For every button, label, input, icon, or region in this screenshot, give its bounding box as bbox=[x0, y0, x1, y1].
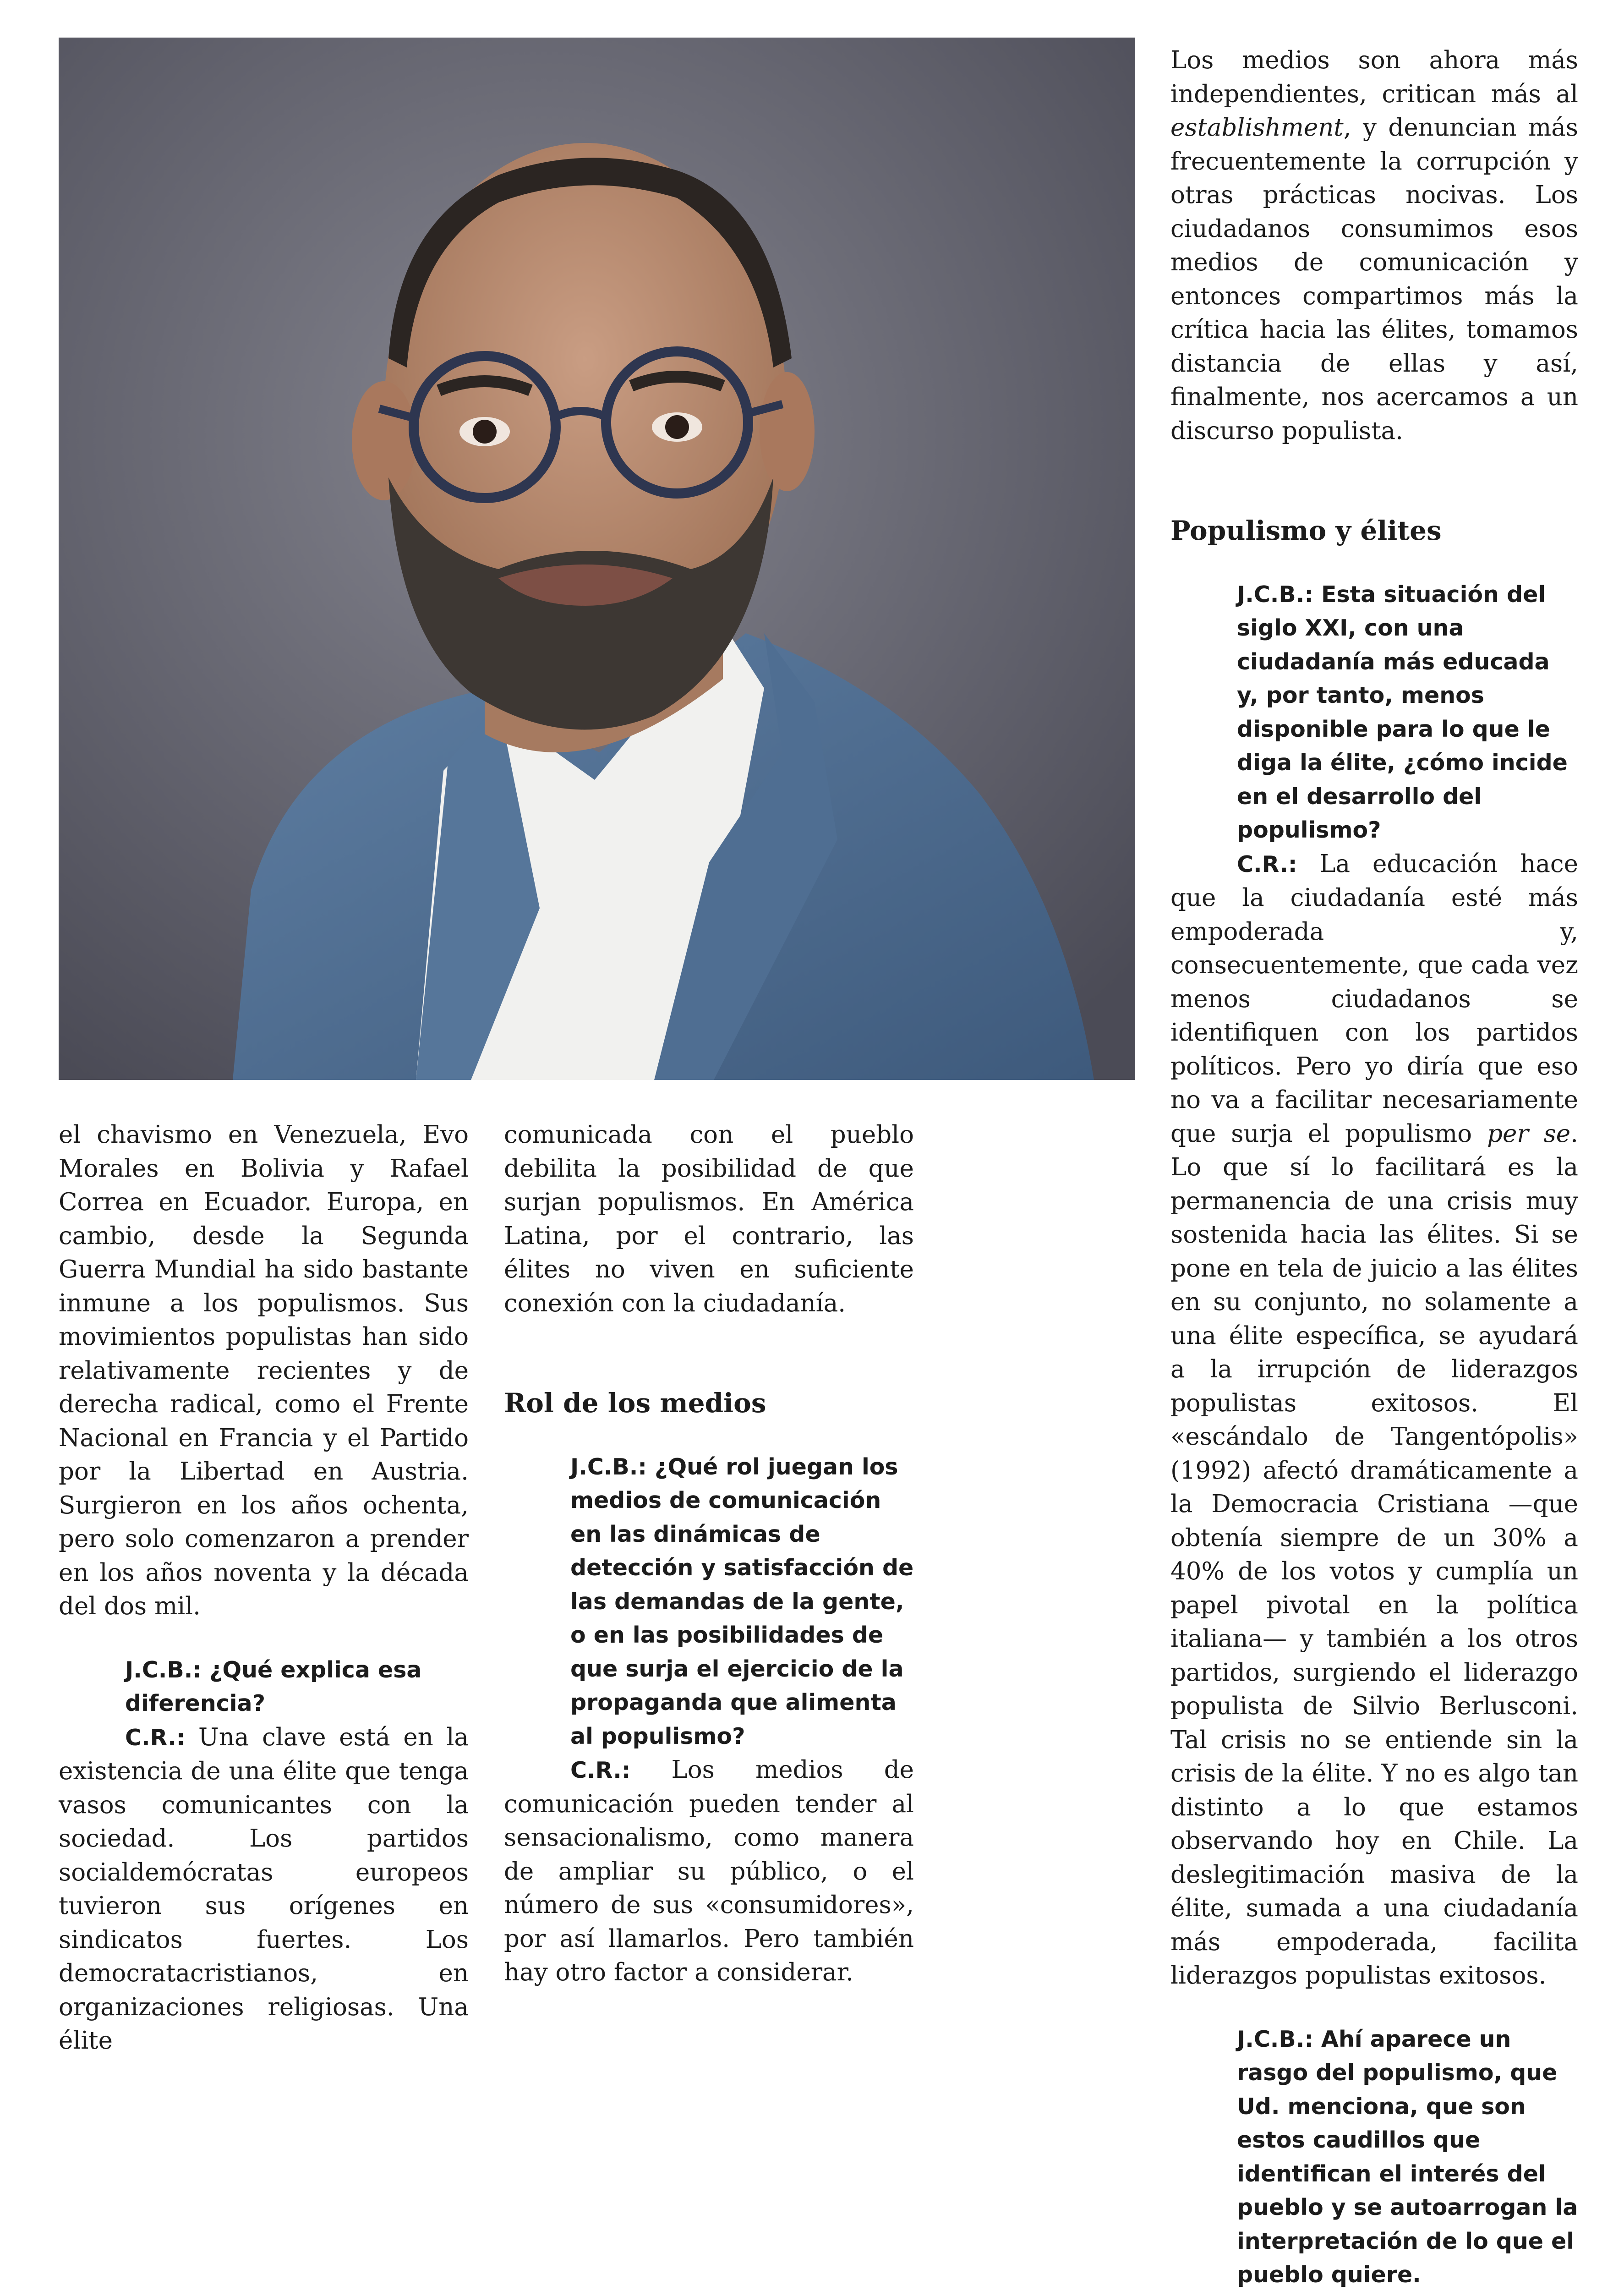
intro-text-b: , y denuncian más frecuentemente la corrupción y otras prácticas nocivas. Los ciudadanos consumimos esos medios de comunicación y entonces compartimos más la crítica hacia las élites, tomamos distancia de ellas y así, finalmente, nos acercamos a un discurso populista. bbox=[1170, 114, 1578, 445]
answer-cr-medios bbox=[504, 1753, 914, 1990]
intro-text-a: Los medios son ahora más independientes, critican más al bbox=[1170, 46, 1578, 108]
question-jcb-siglo-xxi: J.C.B.: Esta situación del siglo XXI, con una ciudadanía más educada y, por tanto, menos disponible para lo que le diga la élite, ¿cómo incide en el desarrollo del populismo? bbox=[1170, 578, 1578, 847]
middle-paragraph: comunicada con el pueblo debilita la posibilidad de que surjan populismos. En América Latina, por el contrario, las élites no viven en suficiente conexión con la ciudadanía. bbox=[504, 1118, 914, 1320]
question-jcb-caudillos: J.C.B.: Ahí aparece un rasgo del populismo, que Ud. menciona, que son estos caudillos que identifican el interés del pueblo y se autoarrogan la interpretación de lo que el pueblo quiere. bbox=[1170, 2022, 1578, 2291]
intro-emphasis: establishment bbox=[1170, 114, 1344, 142]
answer-label: C.R.: bbox=[570, 1757, 630, 1783]
portrait-photo bbox=[59, 38, 1135, 1080]
answer-text-b: . Lo que sí lo facilitará es la permanencia de una crisis muy sostenida hacia las élites. Si se pone en tela de juicio a las élites en su conjunto, no solamente a una élite específica, se ayudará a la irrupción de liderazgos populistas exitosos. El «escándalo de Tangentópolis» (1992) afectó dramáticamente a la Democracia Cristiana —que obtenía siempre de un 30% a 40% de los votos y cumplía un papel pivotal en la política italiana— y también a los otros partidos, surgiendo el liderazgo populista de Silvio Berlusconi. Tal crisis no se entiende sin la crisis de la élite. Y no es algo tan distinto a lo que estamos observando hoy en Chile. La deslegitimación masiva de la élite, sumada a una ciudadanía más empoderada, facilita liderazgos populistas exitosos. bbox=[1170, 1120, 1578, 1990]
answer-label: C.R.: bbox=[125, 1725, 185, 1751]
left-column bbox=[59, 1118, 469, 2058]
answer-cr-clave bbox=[59, 1721, 469, 2058]
right-column bbox=[1170, 44, 1578, 2291]
section-heading-populismo: Populismo y élites bbox=[1170, 514, 1578, 548]
left-paragraph: el chavismo en Venezuela, Evo Morales en Bolivia y Rafael Correa en Ecuador. Europa, en cambio, desde la Segunda Guerra Mundial ha sido bastante inmune a los populismos. Sus movimientos populistas han sido relativamente recientes y de derecha radical, como el Frente Nacional en Francia y el Partido por la Libertad en Austria. Surgieron en los años ochenta, pero solo comenzaron a prender en los años noventa y la década del dos mil. bbox=[59, 1118, 469, 1623]
answer-cr-educacion bbox=[1170, 847, 1578, 1993]
question-jcb-medios: J.C.B.: ¿Qué rol juegan los medios de comunicación en las dinámicas de detección y satisfacción de las demandas de la gente, o en las posibilidades de que surja el ejercicio de la propaganda que alimenta al populismo? bbox=[504, 1450, 914, 1754]
answer-text: Los medios de comunicación pueden tender al sensacionalismo, como manera de ampliar su público, o el número de sus «consumidores», por así llamarlos. Pero también hay otro factor a considerar. bbox=[504, 1756, 914, 1986]
answer-text: Una clave está en la existencia de una élite que tenga vasos comunicantes con la sociedad. Los partidos socialdemócratas europeos tuvieron sus orígenes en sindicatos fuertes. Los democratacristianos, en organizaciones religiosas. Una élite bbox=[59, 1723, 469, 2055]
portrait-illustration bbox=[59, 38, 1135, 1080]
question-jcb-diferencia: J.C.B.: ¿Qué explica esa diferencia? bbox=[59, 1653, 469, 1721]
middle-column bbox=[504, 1118, 914, 1990]
answer-emphasis: per se bbox=[1487, 1120, 1570, 1148]
section-heading-medios: Rol de los medios bbox=[504, 1387, 914, 1420]
answer-text-a: La educación hace que la ciudadanía esté más empoderada y, consecuentemente, que cada vez menos ciudadanos se identifiquen con los partidos políticos. Pero yo diría que eso no va a facilitar necesariamente que surja el populismo bbox=[1170, 850, 1578, 1148]
intro-paragraph bbox=[1170, 44, 1578, 448]
answer-label: C.R.: bbox=[1237, 851, 1297, 877]
